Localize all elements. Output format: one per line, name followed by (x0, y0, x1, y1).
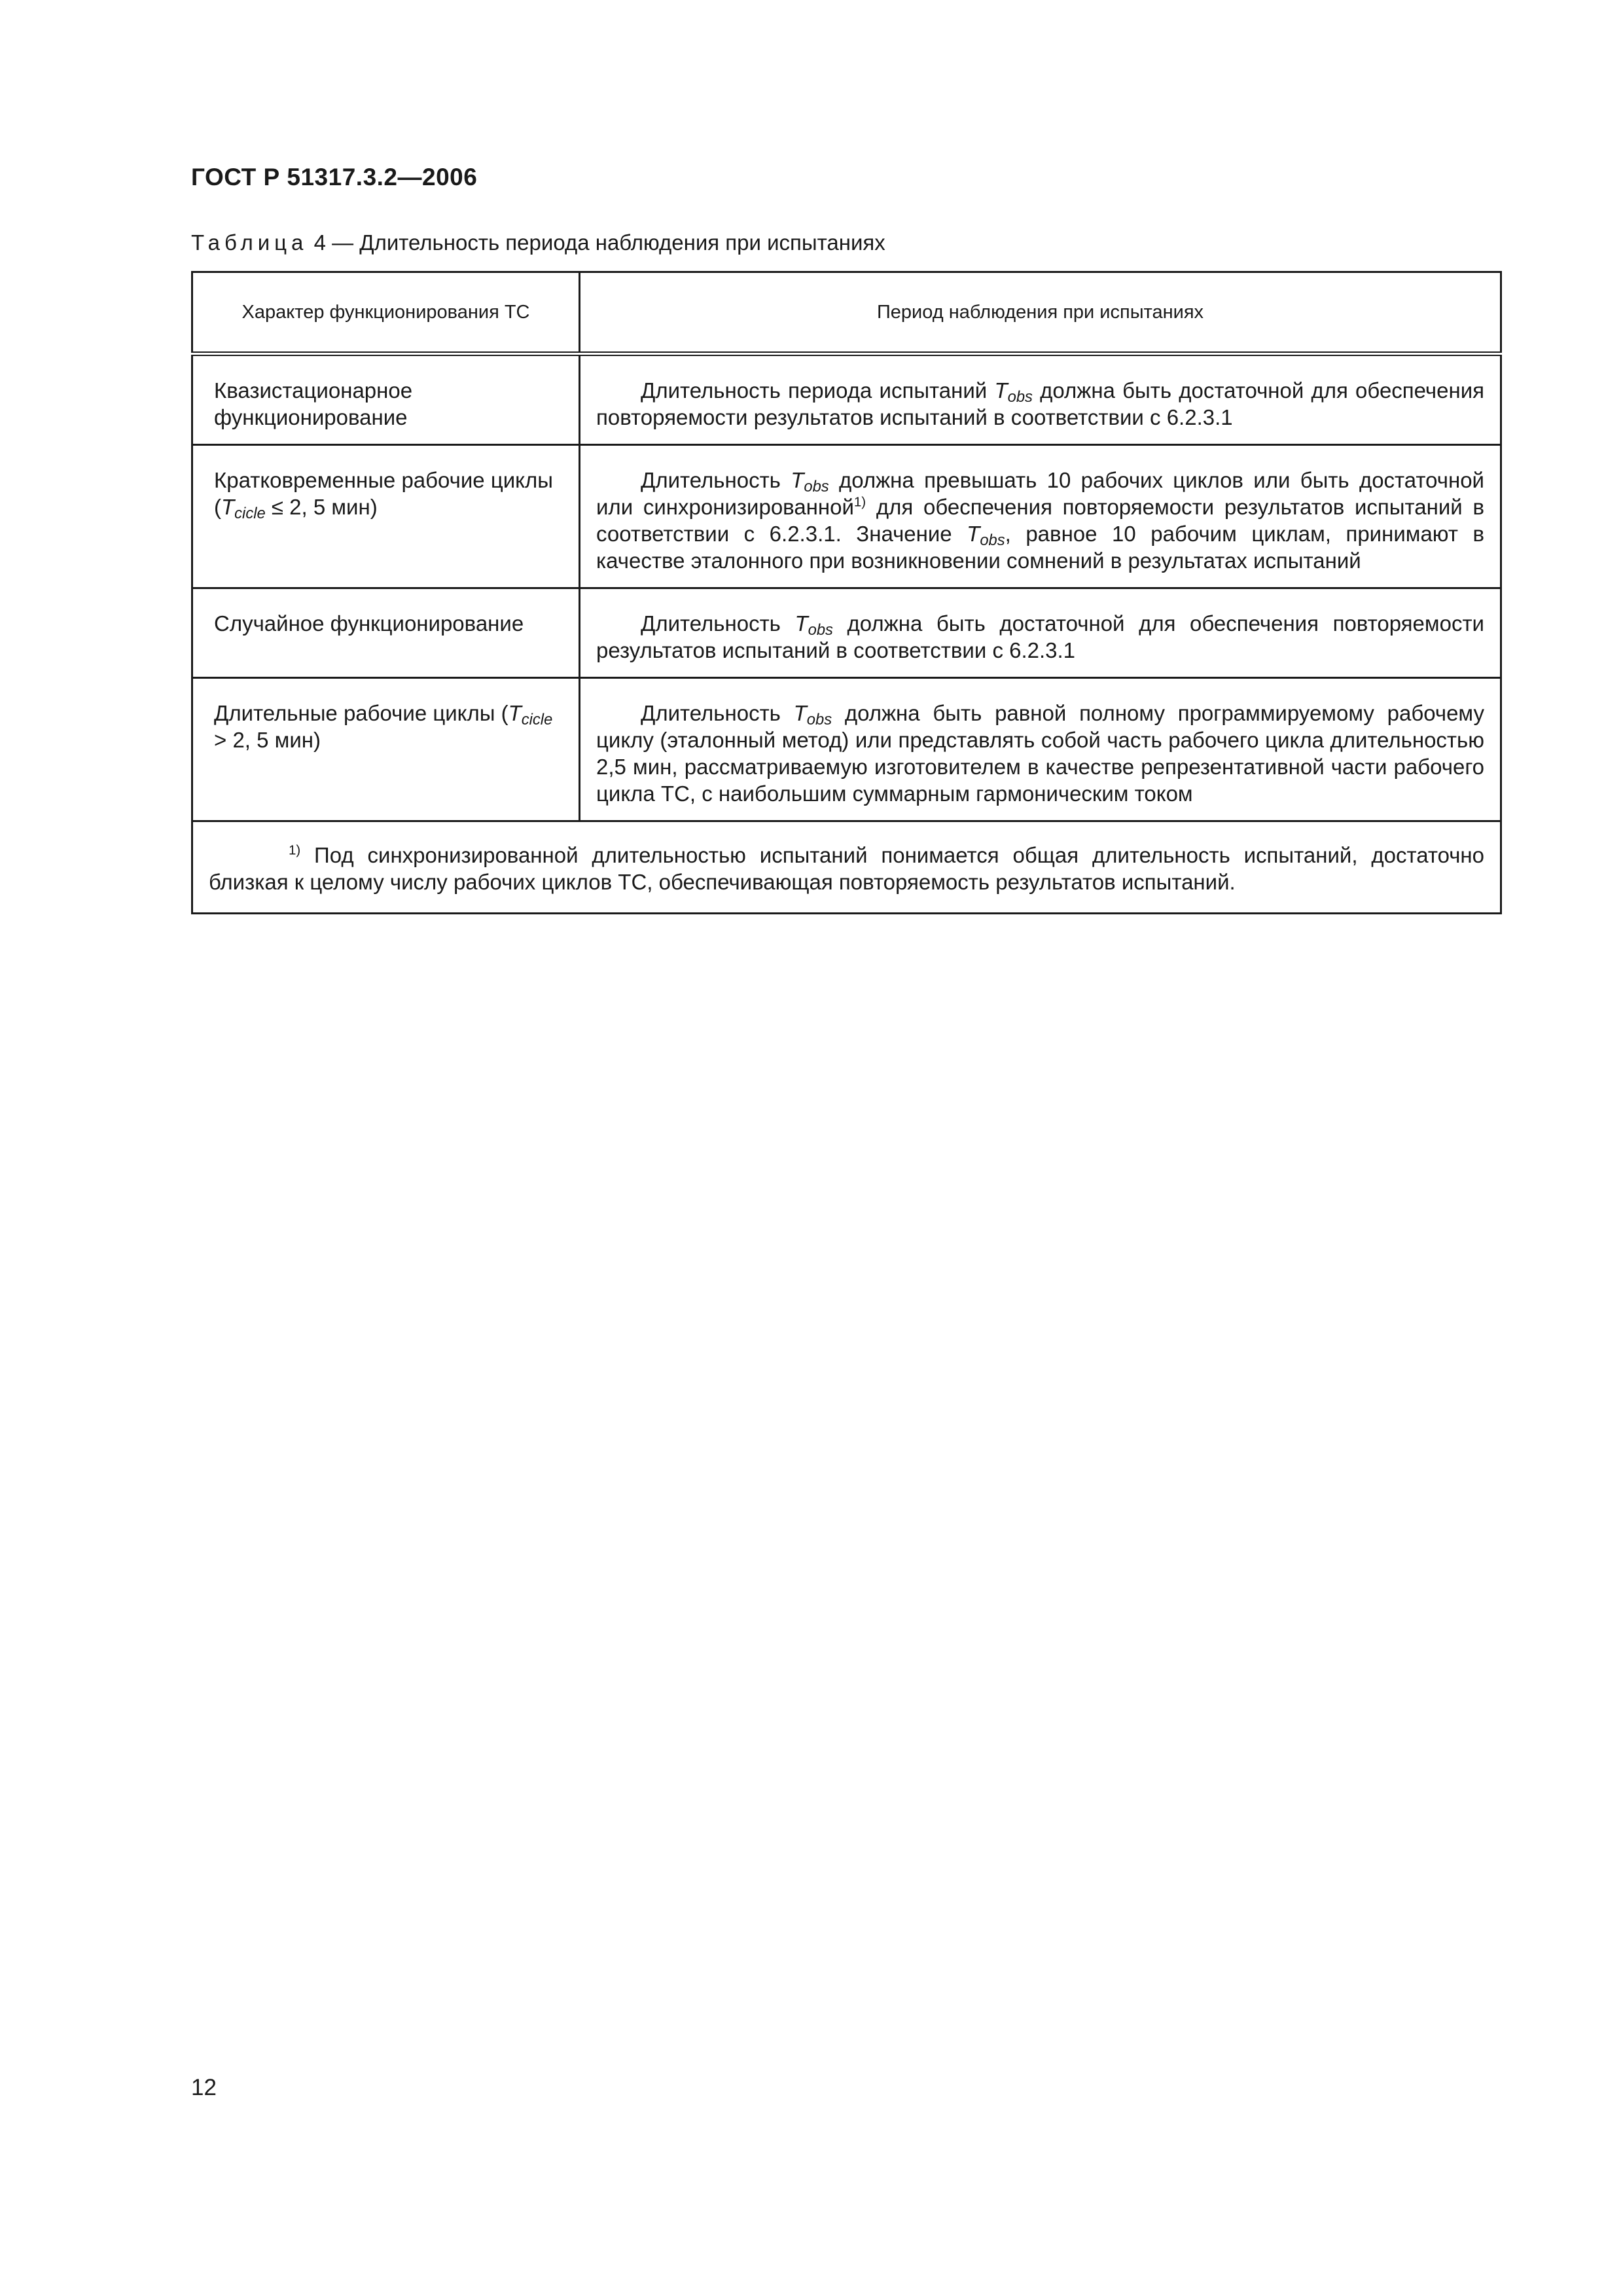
t-symbol: T (994, 378, 1008, 403)
footnote-cell (192, 821, 1501, 914)
table-caption-dash: — (325, 230, 360, 255)
period-cell (580, 354, 1501, 445)
page-number: 12 (191, 2075, 217, 2100)
table-caption-number: 4 (313, 230, 326, 255)
period-cell (580, 678, 1501, 821)
period-cell (580, 588, 1501, 678)
mode-label: Квазистационарное функционирование (214, 378, 413, 429)
table-row (192, 588, 1501, 678)
mode-cell (192, 588, 580, 678)
mode-cell (192, 445, 580, 588)
cicle-subscript: cicle (521, 710, 553, 728)
table-row (192, 678, 1501, 821)
obs-subscript: obs (806, 710, 832, 728)
observation-period-table (191, 271, 1502, 914)
table-row (192, 354, 1501, 445)
t-symbol: T (791, 468, 804, 492)
column-header-period: Период наблюдения при испытаниях (580, 272, 1501, 354)
mode-cell (192, 678, 580, 821)
mode-cell (192, 354, 580, 445)
column-header-mode: Характер функционирования ТС (192, 272, 580, 354)
period-cell (580, 445, 1501, 588)
period-text: должна быть достаточной для обеспечения повторяемости результатов испытаний в соответствии с 6.2.3.1 (596, 378, 1484, 429)
footnote-marker: 1) (289, 842, 301, 858)
obs-subscript: obs (1007, 387, 1033, 406)
footnote-marker: 1) (853, 494, 866, 510)
t-symbol: T (794, 611, 808, 636)
footnote-row (192, 821, 1501, 914)
period-text: должна быть равной полному программируемому рабочему циклу (эталонный метод) или представлять собой часть рабочего цикла длительностью 2,5 мин, рассматриваемую изготовителем в качестве репрезентативной части рабочего цикла ТС, с наибольшим суммарным гармоническим током (596, 701, 1484, 806)
t-symbol: T (221, 495, 235, 519)
obs-subscript: obs (980, 531, 1005, 549)
footnote-text: Под синхронизированной длительностью испытаний понимается общая длительность испытаний, достаточно близкая к целому числу рабочих циклов ТС, обеспечивающая повторяемость результатов испытаний. (209, 843, 1484, 894)
t-symbol: T (967, 522, 980, 546)
t-symbol: T (793, 701, 807, 725)
t-symbol: T (508, 701, 522, 725)
table-caption-prefix: Таблица (191, 230, 308, 255)
cicle-subscript: cicle (234, 504, 266, 522)
table-caption (191, 230, 885, 255)
obs-subscript: obs (804, 477, 829, 495)
obs-subscript: obs (808, 620, 833, 639)
mode-label: Кратковременные рабочие циклы ( (214, 468, 553, 519)
period-text: Длительность (641, 468, 791, 492)
period-text: должна быть достаточной для обеспечения повторяемости результатов испытаний в соответствии с 6.2.3.1 (596, 611, 1484, 662)
table-row (192, 445, 1501, 588)
mode-label: Случайное функционирование (214, 611, 524, 636)
mode-label: Длительные рабочие циклы ( (214, 701, 508, 725)
period-text: Длительность (641, 701, 794, 725)
table-caption-title: Длительность периода наблюдения при испытаниях (359, 230, 885, 255)
mode-label: ≤ 2, 5 мин) (265, 495, 378, 519)
period-text: Длительность (641, 611, 795, 636)
period-text: , равное 10 рабочим циклам, принимают в качестве эталонного при возникновении сомнений в результатах испытаний (596, 522, 1485, 573)
document-header: ГОСТ Р 51317.3.2—2006 (191, 164, 478, 190)
period-text: должна превышать 10 рабочих циклов или быть достаточной или синхронизированной (596, 468, 1484, 519)
table-header-row (192, 272, 1501, 354)
period-text: Длительность периода испытаний (641, 378, 995, 403)
period-text: для обеспечения повторяемости результатов испытаний в соответствии с 6.2.3.1. Значение (596, 495, 1484, 546)
mode-label: > 2, 5 мин) (214, 728, 321, 752)
